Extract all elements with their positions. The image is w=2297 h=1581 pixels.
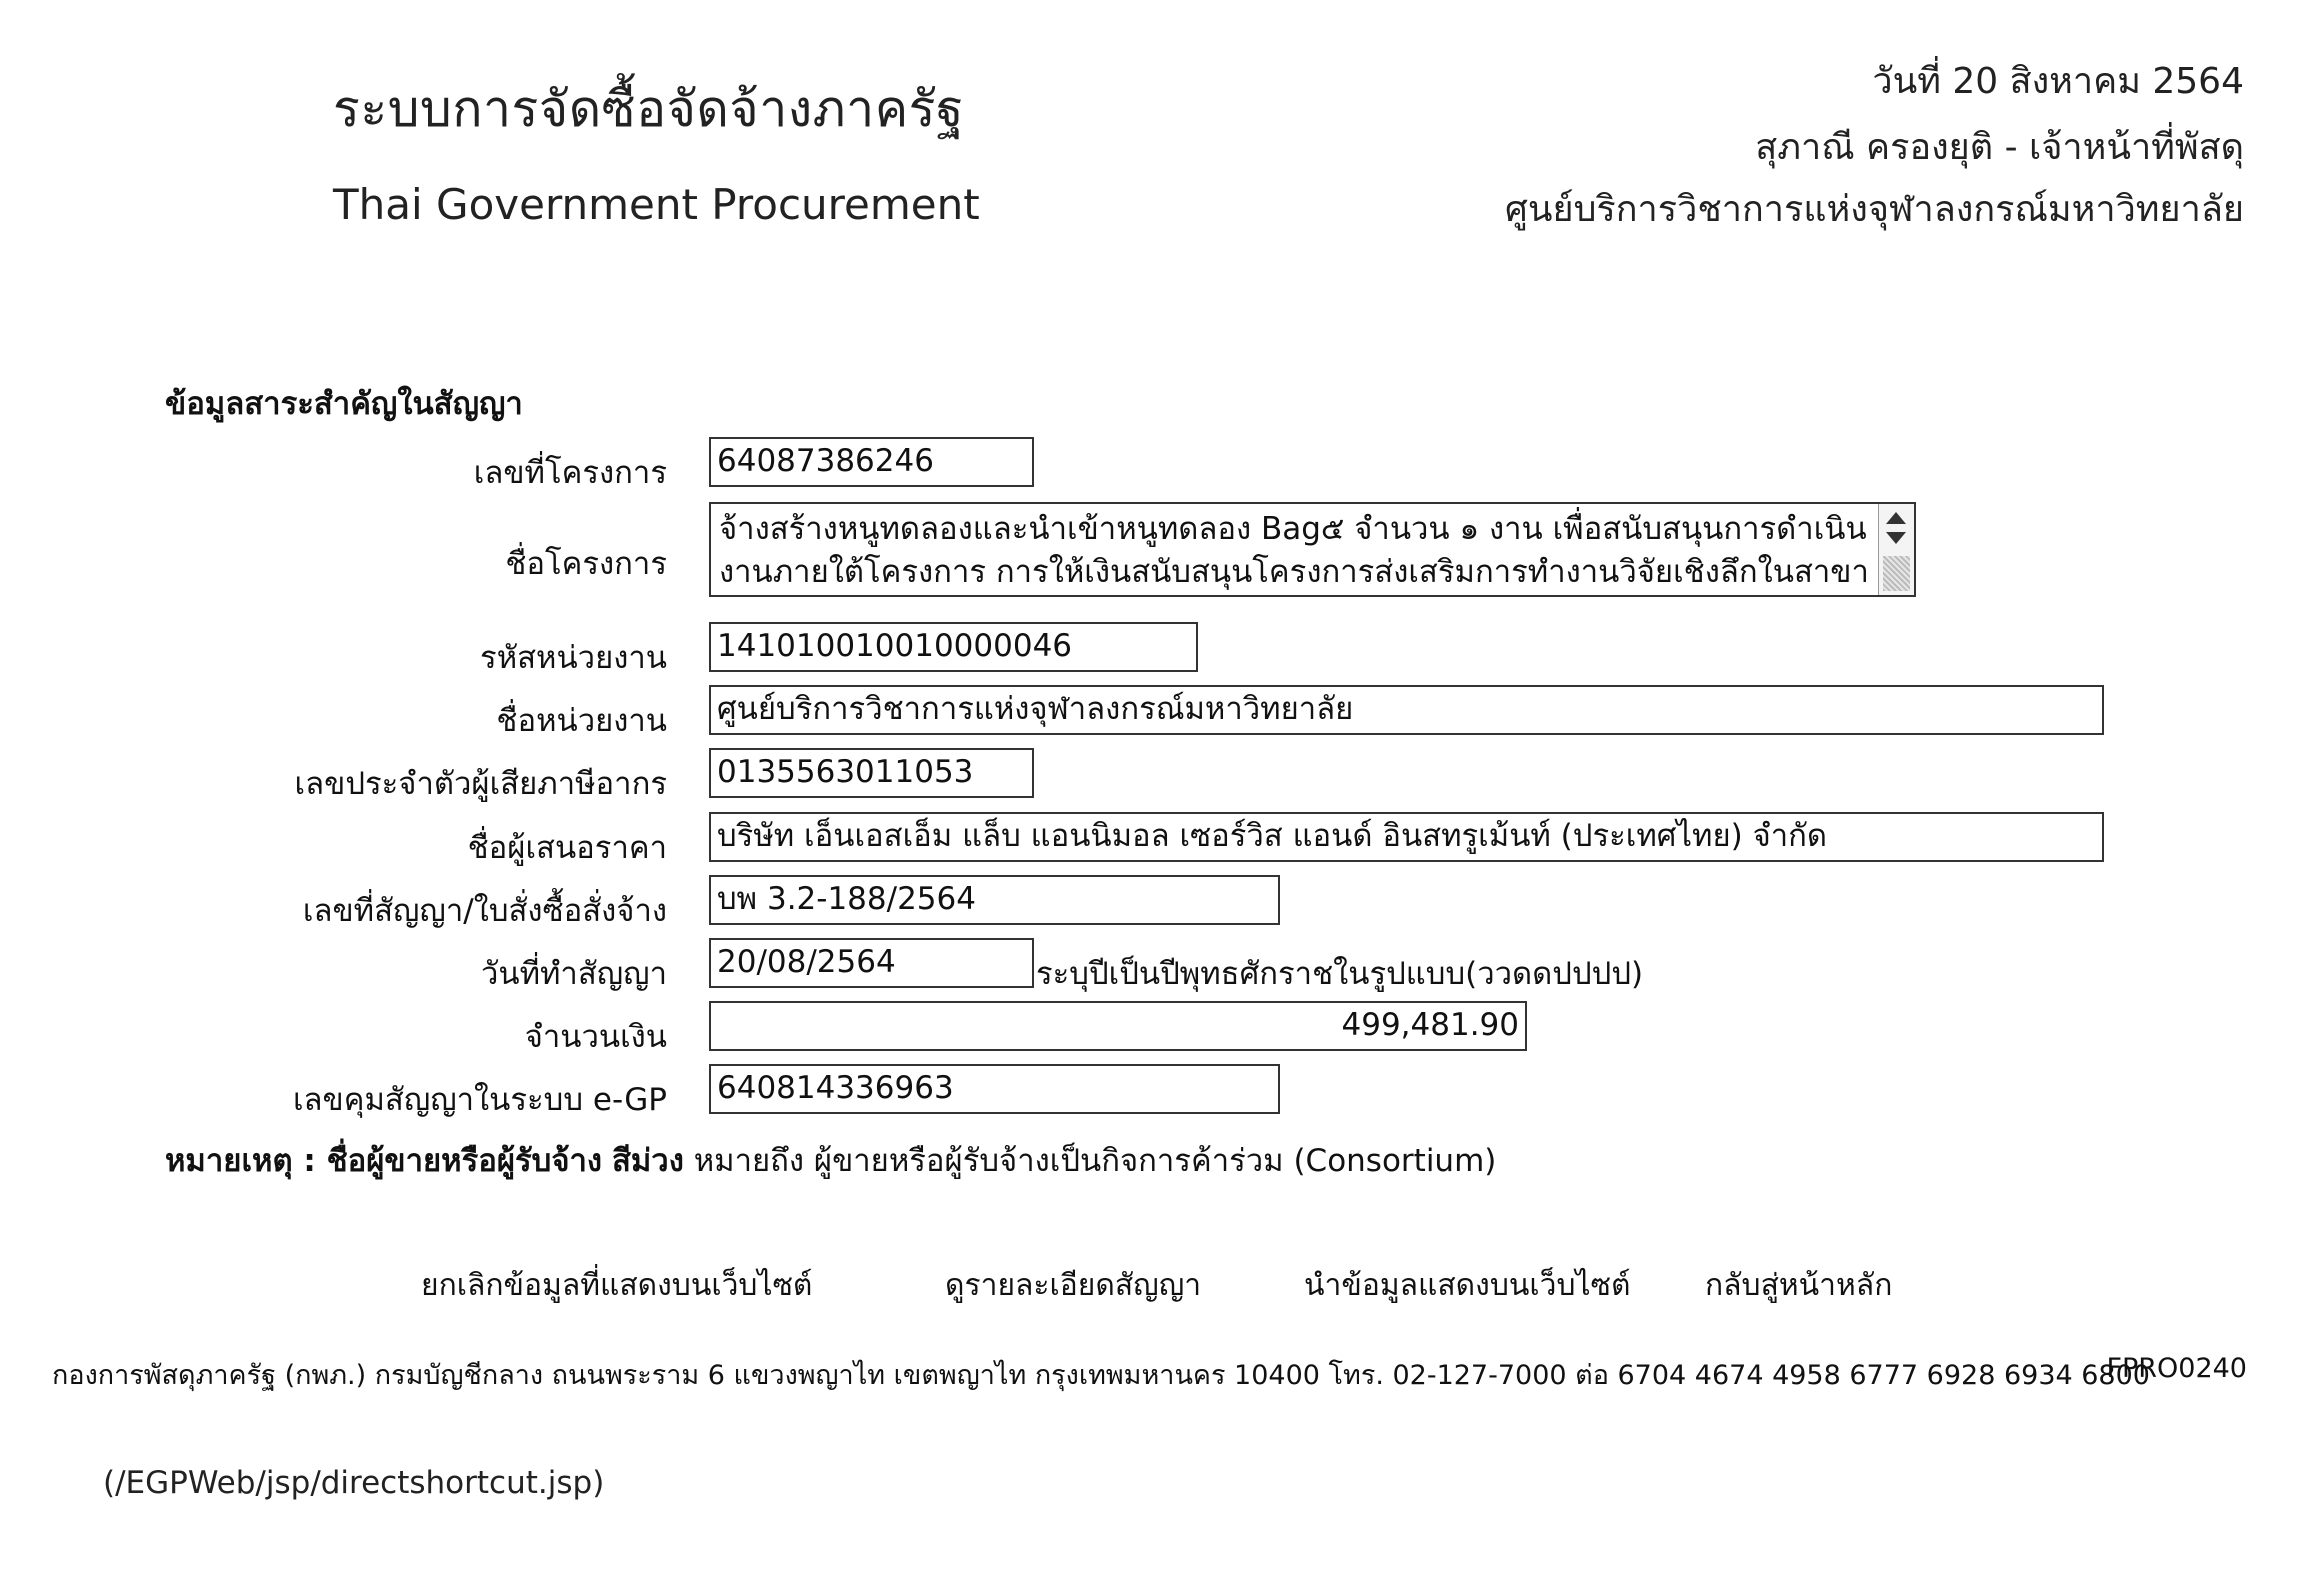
- agency-code-field[interactable]: 141010010010000046: [709, 622, 1198, 672]
- egp-control-no-label: เลขคุมสัญญาในระบบ e-GP: [292, 1082, 667, 1118]
- project-name-line-1: จ้างสร้างหนูทดลองและนำเข้าหนูทดลอง Bag๕ จำนวน ๑ งาน เพื่อสนับสนุนการดำเนิน: [719, 511, 1867, 547]
- contract-no-field[interactable]: บพ 3.2-188/2564: [709, 875, 1280, 925]
- system-title-en: Thai Government Procurement: [333, 180, 980, 229]
- footer-page-code: FPRO0240: [2106, 1353, 2247, 1384]
- egp-control-no-field[interactable]: 640814336963: [709, 1064, 1280, 1114]
- textarea-scrollbar[interactable]: [1878, 504, 1914, 595]
- header-user: สุภาณี ครองยุติ - เจ้าหน้าที่พัสดุ: [1755, 127, 2244, 168]
- contract-date-hint: ระบุปีเป็นปีพุทธศักราชในรูปแบบ(ววดดปปปป): [1036, 956, 1644, 992]
- scroll-thumb[interactable]: [1883, 556, 1910, 591]
- contract-date-label: วันที่ทำสัญญา: [480, 956, 667, 992]
- publish-link[interactable]: นำข้อมูลแสดงบนเว็บไซต์: [1304, 1268, 1631, 1303]
- note-consortium: [165, 1135, 1496, 1185]
- section-title: ข้อมูลสาระสำคัญในสัญญา: [165, 386, 523, 422]
- footer-address: กองการพัสดุภาครัฐ (กพภ.) กรมบัญชีกลาง ถนนพระราม 6 แขวงพญาไท เขตพญาไท กรุงเทพมหานคร 10400 โทร. 02-127-7000 ต่อ 6704 4674 4958 6777 6928 6934 6800: [52, 1360, 2150, 1391]
- header-date: วันที่ 20 สิงหาคม 2564: [1872, 61, 2244, 102]
- contract-date-field[interactable]: 20/08/2564: [709, 938, 1034, 988]
- project-name-label: ชื่อโครงการ: [505, 546, 667, 582]
- scroll-down-icon[interactable]: [1886, 532, 1906, 544]
- note-prefix: หมายเหตุ : ชื่อผู้ขายหรือผู้รับจ้าง: [165, 1143, 603, 1179]
- contract-no-label: เลขที่สัญญา/ใบสั่งซื้อสั่งจ้าง: [302, 893, 667, 929]
- amount-label: จำนวนเงิน: [524, 1019, 667, 1055]
- agency-name-field[interactable]: ศูนย์บริการวิชาการแห่งจุฬาลงกรณ์มหาวิทยาลัย: [709, 685, 2104, 735]
- header-organization: ศูนย์บริการวิชาการแห่งจุฬาลงกรณ์มหาวิทยาลัย: [1505, 189, 2244, 230]
- agency-code-label: รหัสหน่วยงาน: [480, 640, 667, 676]
- note-highlight: สีม่วง: [611, 1143, 684, 1179]
- project-name-line-2: งานภายใต้โครงการ การให้เงินสนับสนุนโครงการส่งเสริมการทำงานวิจัยเชิงลึกในสาขา: [719, 554, 1869, 590]
- amount-field[interactable]: 499,481.90: [709, 1001, 1527, 1051]
- bidder-name-label: ชื่อผู้เสนอราคา: [467, 830, 667, 866]
- view-contract-link[interactable]: ดูรายละเอียดสัญญา: [945, 1268, 1202, 1303]
- project-no-label: เลขที่โครงการ: [473, 455, 667, 491]
- cancel-display-link[interactable]: ยกเลิกข้อมูลที่แสดงบนเว็บไซต์: [421, 1268, 813, 1303]
- project-no-field[interactable]: 64087386246: [709, 437, 1034, 487]
- tax-id-field[interactable]: 0135563011053: [709, 748, 1034, 798]
- project-name-textarea[interactable]: [709, 502, 1916, 597]
- note-suffix: หมายถึง ผู้ขายหรือผู้รับจ้างเป็นกิจการค้าร่วม (Consortium): [693, 1143, 1497, 1179]
- url-path: (/EGPWeb/jsp/directshortcut.jsp): [103, 1465, 605, 1501]
- system-title-th: ระบบการจัดซื้อจัดจ้างภาครัฐ: [333, 80, 965, 138]
- bidder-name-field[interactable]: บริษัท เอ็นเอสเอ็ม แล็บ แอนนิมอล เซอร์วิส แอนด์ อินสทรูเม้นท์ (ประเทศไทย) จำกัด: [709, 812, 2104, 862]
- agency-name-label: ชื่อหน่วยงาน: [496, 703, 667, 739]
- tax-id-label: เลขประจำตัวผู้เสียภาษีอากร: [294, 766, 667, 802]
- scroll-up-icon[interactable]: [1886, 512, 1906, 524]
- back-home-link[interactable]: กลับสู่หน้าหลัก: [1705, 1268, 1893, 1303]
